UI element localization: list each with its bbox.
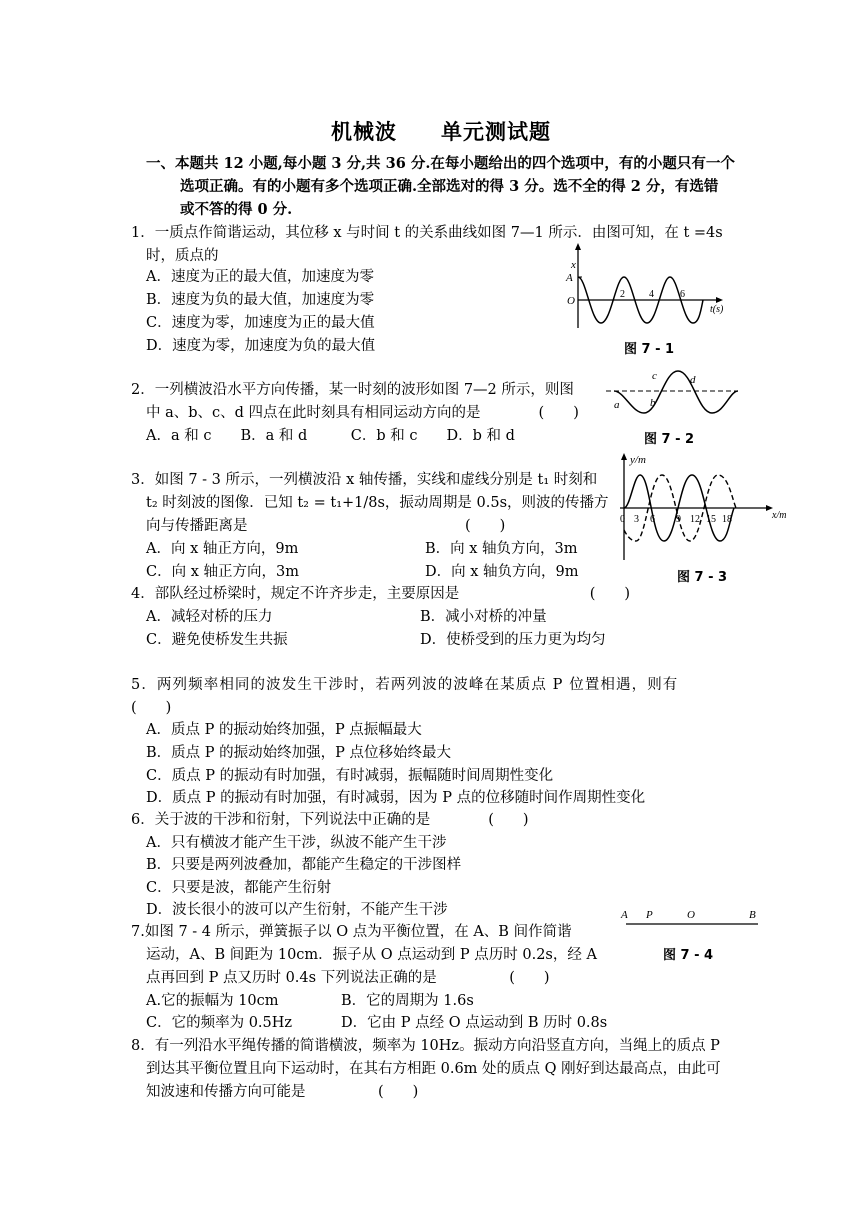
fig4-label-o: O <box>687 909 695 921</box>
q3-option-a: A．向 x 轴正方向，9m <box>146 541 299 557</box>
q3-stem-line2: t₂ 时刻波的图像．已知 t₂ = t₁+1/8s，振动周期是 0.5s，则波的传播方 <box>146 495 609 511</box>
q1-option-a: A．速度为正的最大值，加速度为零 <box>146 269 374 285</box>
q5-stem-line1: 5．两列频率相同的波发生干涉时，若两列波的波峰在某质点 P 位置相遇，则有 <box>131 677 679 693</box>
q1-stem-line1: 1．一质点作简谐运动，其位移 x 与时间 t 的关系曲线如图 7—1 所示．由图可知，在 t =4s <box>131 225 723 241</box>
figure-7-3 <box>610 448 810 568</box>
q3-option-b: B．向 x 轴负方向，3m <box>425 541 578 557</box>
q7-option-c: C．它的频率为 0.5Hz <box>146 1015 293 1031</box>
q6-option-d: D．波长很小的波可以产生衍射，不能产生干涉 <box>146 902 448 918</box>
fig4-caption: 图 7 - 4 <box>663 948 714 963</box>
q1-option-d: D．速度为零，加速度为负的最大值 <box>146 338 376 354</box>
q7-stem-line3: 点再回到 P 点又历时 0.4s 下列说法正确的是 ( ) <box>146 970 550 986</box>
section-header-line2: 选项正确。有的小题有多个选项正确.全部选对的得 3 分。选不全的得 2 分，有选错 <box>180 178 719 195</box>
q8-stem-line1: 8．有一列沿水平绳传播的简谐横波，频率为 10Hz。振动方向沿竖直方向，当绳上的质点 P <box>131 1038 720 1054</box>
q6-stem-line1: 6．关于波的干涉和衍射，下列说法中正确的是 ( ) <box>131 812 529 828</box>
q7-option-d: D．它由 P 点经 O 点运动到 B 历时 0.8s <box>341 1015 608 1031</box>
q4-option-c: C．避免使桥发生共振 <box>146 632 288 648</box>
fig1-ylabel: x <box>571 259 576 271</box>
q7-option-a: A.它的振幅为 10cm <box>146 993 279 1009</box>
q3-option-d: D．向 x 轴负方向，9m <box>425 564 579 580</box>
fig3-tick: 0 <box>620 514 625 525</box>
q5-option-d: D．质点 P 的振动有时加强，有时减弱，因为 P 点的位移随时间作周期性变化 <box>146 790 646 806</box>
q4-option-a: A．减轻对桥的压力 <box>146 609 273 625</box>
fig3-tick: 15 <box>706 514 716 525</box>
q1-option-c: C．速度为零，加速度为正的最大值 <box>146 315 375 331</box>
q6-option-c: C．只要是波，都能产生衍射 <box>146 880 332 896</box>
fig3-tick: 12 <box>690 514 700 525</box>
q7-stem-line2: 运动，A、B 间距为 10cm．振子从 O 点运动到 P 点历时 0.2s，经 A <box>146 947 597 963</box>
q6-option-a: A．只有横波才能产生干涉，纵波不能产生干涉 <box>146 835 447 851</box>
q8-stem-line2: 到达其平衡位置且向下运动时，在其右方相距 0.6m 处的质点 Q 刚好到达最高点，由此可 <box>146 1061 721 1077</box>
fig1-tick: 6 <box>680 289 685 300</box>
fig4-label-p: P <box>646 909 653 921</box>
q3-option-c: C．向 x 轴正方向，3m <box>146 564 299 580</box>
q4-stem-line1: 4．部队经过桥梁时，规定不许齐步走，主要原因是 ( ) <box>131 586 631 602</box>
q5-option-c: C．质点 P 的振动有时加强，有时减弱，振幅随时间周期性变化 <box>146 768 554 784</box>
fig3-ylabel: y/m <box>630 454 646 466</box>
q6-option-b: B．只要是两列波叠加，都能产生稳定的干涉图样 <box>146 857 462 873</box>
q5-stem-line2: ( ) <box>131 700 172 716</box>
q4-option-d: D．使桥受到的压力更为均匀 <box>420 632 606 648</box>
q3-stem-line3: 向与传播距离是 ( ) <box>146 518 506 534</box>
fig1-tick: 4 <box>649 289 654 300</box>
fig3-caption: 图 7 - 3 <box>677 570 728 585</box>
fig1-caption: 图 7 - 1 <box>624 342 675 357</box>
section-header-line3: 或不答的得 0 分. <box>180 201 293 218</box>
q7-stem-line1: 7.如图 7 - 4 所示，弹簧振子以 O 点为平衡位置，在 A、B 间作简谐 <box>131 924 572 940</box>
fig4-label-a: A <box>621 909 628 921</box>
page-title: 机械波 单元测试题 <box>331 120 551 144</box>
q2-stem-line2: 中 a、b、c、d 四点在此时刻具有相同运动方向的是 ( ) <box>146 405 579 421</box>
fig1-origin-label: O <box>567 295 575 307</box>
q2-stem-line1: 2．一列横波沿水平方向传播，某一时刻的波形如图 7—2 所示，则图 <box>131 382 574 398</box>
q1-option-b: B．速度为负的最大值，加速度为零 <box>146 292 375 308</box>
fig2-caption: 图 7 - 2 <box>644 432 695 447</box>
q3-stem-line1: 3．如图 7 - 3 所示，一列横波沿 x 轴传播，实线和虚线分别是 t₁ 时刻和 <box>131 472 598 488</box>
fig2-label-c: c <box>652 370 657 382</box>
q1-stem-line2: 时，质点的 <box>146 248 219 264</box>
fig2-label-d: d <box>690 374 696 386</box>
section-header-line1: 一、本题共 12 小题,每小题 3 分,共 36 分.在每小题给出的四个选项中，有的小题只有一个 <box>146 155 735 172</box>
fig2-label-b: b <box>650 397 656 409</box>
fig3-tick: 18 <box>722 514 732 525</box>
figure-7-2 <box>600 366 750 426</box>
q5-option-a: A．质点 P 的振动始终加强，P 点振幅最大 <box>146 722 422 738</box>
fig3-tick: 9 <box>676 514 681 525</box>
fig2-label-a: a <box>614 399 620 411</box>
fig3-tick: 3 <box>634 514 639 525</box>
q7-option-b: B．它的周期为 1.6s <box>341 993 474 1009</box>
q2-options: A．a 和 c B．a 和 d C．b 和 c D．b 和 d <box>146 428 515 444</box>
fig3-xlabel: x/m <box>772 510 787 521</box>
fig1-amplitude-label: A <box>566 272 573 284</box>
fig3-tick: 6 <box>650 514 655 525</box>
q8-stem-line3: 知波速和传播方向可能是 ( ) <box>146 1084 419 1100</box>
figure-7-4 <box>618 906 768 938</box>
fig1-tick: 2 <box>620 289 625 300</box>
fig1-xlabel: t(s) <box>710 304 724 315</box>
q4-option-b: B．减小对桥的冲量 <box>420 609 547 625</box>
q5-option-b: B．质点 P 的振动始终加强，P 点位移始终最大 <box>146 745 451 761</box>
fig4-label-b: B <box>749 909 756 921</box>
